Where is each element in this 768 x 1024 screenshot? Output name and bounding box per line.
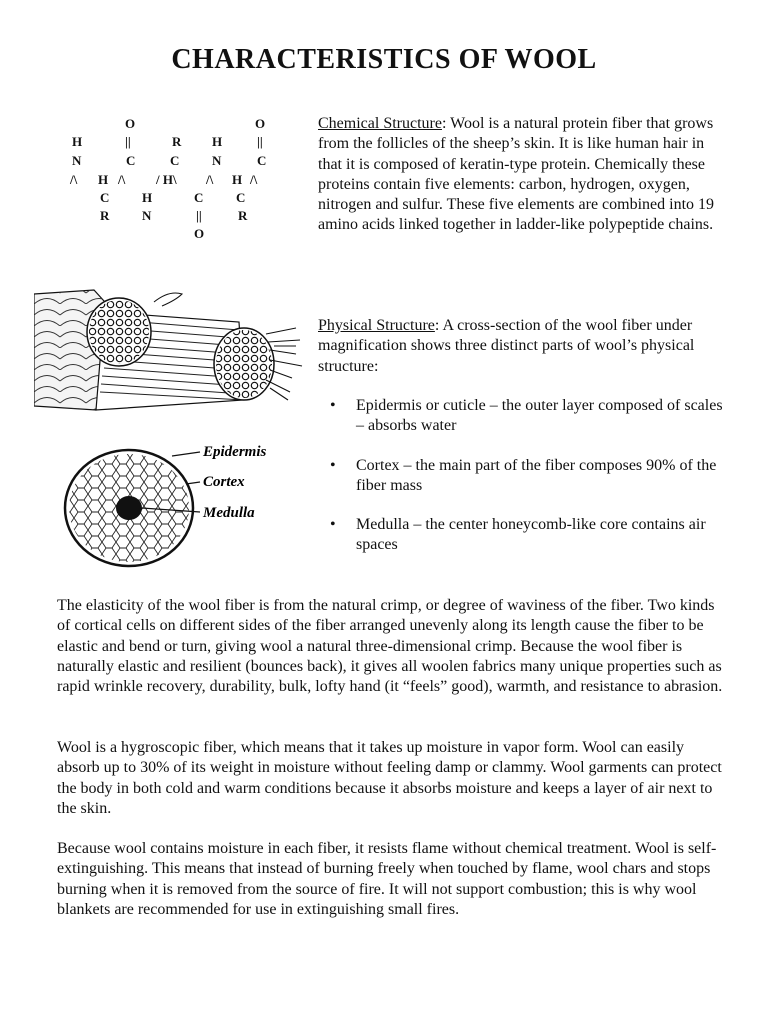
page-title: CHARACTERISTICS OF WOOL (171, 44, 597, 75)
formula-atom: H (232, 172, 243, 187)
fiber-parts-list (328, 396, 728, 575)
formula-atom: H (212, 134, 223, 149)
formula-bond: /\ (250, 172, 258, 187)
formula-atom: || (196, 208, 202, 223)
formula-bond: / H\ (156, 172, 177, 187)
formula-atom: R (238, 208, 248, 223)
flame-resistance-paragraph: Because wool contains moisture in each fiber, it resists flame without chemical treatment. Wool is self-extinguishing. This means that instead of burning freely when touched by flame, wool chars and stops burning when it is removed from the source of fire. It will not support combustion; this is why wool blankets are recommended for use in extinguishing small fires. (57, 840, 717, 918)
bullet-icon: • (330, 397, 336, 414)
formula-atom: C (100, 190, 110, 205)
chemical-structure-text: : Wool is a natural protein fiber that grows from the follicles of the sheep’s skin. It is like human hair in that it is composed of keratin-type protein. Chemically these proteins contain five elements: carbon, hydrogen, oxygen, nitrogen and sulfur. These five elements are combined into 19 amino acids linked together in ladder-like polypeptide chains. (318, 115, 715, 234)
formula-atom: || (257, 134, 263, 149)
formula-atom: C (194, 190, 204, 205)
bullet-icon: • (330, 516, 336, 534)
formula-atom: N (142, 208, 152, 223)
chemical-structure-heading: Chemical Structure (318, 115, 442, 132)
elasticity-paragraph: The elasticity of the wool fiber is from the natural crimp, or degree of waviness of the fiber. Two kinds of cortical cells on different sides of the fiber arranged unevenly along its length cause the fiber to be elastic and bend or turn, giving wool a natural three-dimensional crimp. Because the wool fiber is naturally elastic and resilient (bounces back), it gives all woolen fabrics many unique properties such as rapid wrinkle recovery, durability, bulk, lofty hand (it “feels” good), warmth, and resistance to abrasion. (57, 597, 723, 696)
wool-fiber-illustration (34, 282, 304, 432)
formula-atom: H (142, 190, 153, 205)
formula-atom: C (257, 153, 267, 168)
formula-atom: R (100, 208, 110, 223)
medulla-label: Medulla (203, 505, 255, 521)
chemical-structure-paragraph (318, 114, 728, 236)
physical-structure-paragraph (318, 316, 728, 377)
physical-structure-text: : A cross-section of the wool fiber under magnification shows three distinct parts of wool’s physical structure: (318, 317, 695, 375)
formula-bond: /\ (118, 172, 126, 187)
formula-atom: N (212, 153, 222, 168)
formula-bond: /\ (70, 172, 78, 187)
fiber-cross-section-diagram (60, 440, 310, 580)
hygroscopic-paragraph: Wool is a hygroscopic fiber, which means that it takes up moisture in vapor form. Wool can easily absorb up to 30% of its weight in moisture without feeling damp or clammy. Wool garments can protect the body in both cold and warm conditions because it absorbs moisture and keeps a layer of air next to the skin. (57, 739, 722, 817)
list-item (328, 515, 728, 556)
formula-atom: O (194, 226, 205, 241)
formula-bond: /\ (206, 172, 214, 187)
list-item-text: Epidermis or cuticle – the outer layer composed of scales – absorbs water (356, 397, 723, 435)
list-item (328, 396, 728, 437)
formula-atom: R (172, 134, 182, 149)
formula-atom: O (125, 116, 136, 131)
list-item (328, 456, 728, 497)
formula-atom: O (255, 116, 266, 131)
formula-atom: H (98, 172, 109, 187)
bullet-icon: • (330, 456, 336, 474)
epidermis-label: Epidermis (203, 444, 267, 460)
formula-atom: C (126, 153, 136, 168)
list-item-text: Cortex – the main part of the fiber composes 90% of the fiber mass (356, 456, 717, 494)
formula-atom: H (72, 134, 83, 149)
formula-atom: || (125, 134, 131, 149)
cortex-label: Cortex (203, 474, 245, 490)
formula-atom: N (72, 153, 82, 168)
formula-atom: C (170, 153, 180, 168)
physical-structure-heading: Physical Structure (318, 317, 435, 334)
formula-atom: C (236, 190, 246, 205)
keratin-formula (60, 116, 300, 241)
list-item-text: Medulla – the center honeycomb-like core contains air spaces (356, 516, 706, 554)
